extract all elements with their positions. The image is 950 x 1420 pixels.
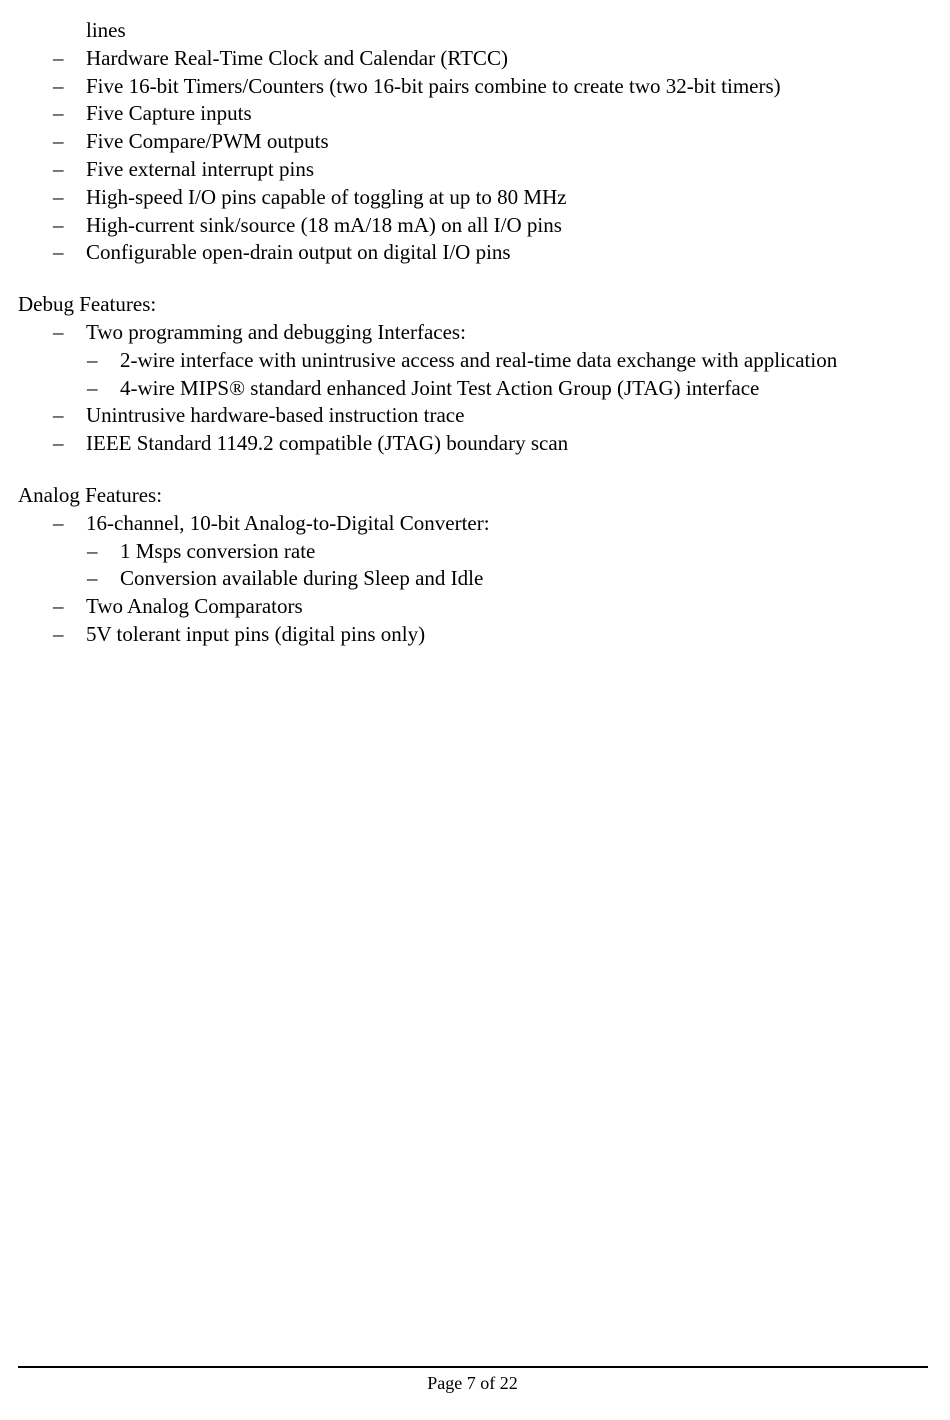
dash-bullet: – <box>53 431 64 456</box>
list-item-text: High-speed I/O pins capable of toggling at up to 80 MHz <box>86 184 567 209</box>
dash-bullet: – <box>53 510 64 535</box>
list-item <box>18 128 928 156</box>
sub-list-item <box>18 538 928 566</box>
dash-bullet: – <box>53 156 64 181</box>
list-item <box>18 156 928 184</box>
dash-bullet: – <box>53 212 64 237</box>
dash-bullet: – <box>53 45 64 70</box>
dash-bullet: – <box>87 538 98 563</box>
list-item <box>18 239 928 267</box>
debug-feature-list <box>18 319 928 458</box>
list-item-text: Five 16-bit Timers/Counters (two 16-bit pairs combine to create two 32-bit timers) <box>86 73 781 98</box>
list-item-text: IEEE Standard 1149.2 compatible (JTAG) boundary scan <box>86 431 569 456</box>
list-item-text: Hardware Real-Time Clock and Calendar (RTCC) <box>86 45 508 70</box>
dash-bullet: – <box>53 184 64 209</box>
dash-bullet: – <box>53 101 64 126</box>
list-item-text: Configurable open-drain output on digital I/O pins <box>86 240 511 265</box>
dash-bullet: – <box>53 403 64 428</box>
sub-list-item <box>18 375 928 403</box>
list-item-text: 16-channel, 10-bit Analog-to-Digital Converter: <box>86 510 490 535</box>
dash-bullet: – <box>87 375 98 400</box>
analog-feature-list <box>18 510 928 649</box>
list-item <box>18 402 928 430</box>
list-item <box>18 184 928 212</box>
list-item <box>18 100 928 128</box>
continuation-text: lines <box>86 18 126 42</box>
io-feature-list <box>18 45 928 267</box>
dash-bullet: – <box>53 129 64 154</box>
list-item <box>18 593 928 621</box>
list-item-text: Unintrusive hardware-based instruction trace <box>86 403 465 428</box>
sub-list-item-text: 1 Msps conversion rate <box>120 538 316 563</box>
debug-features-heading: Debug Features: <box>18 292 157 317</box>
page-number: Page 7 of 22 <box>427 1373 518 1393</box>
list-item-text: Five Compare/PWM outputs <box>86 129 329 154</box>
document-body <box>18 17 928 649</box>
footer-divider <box>18 1366 928 1368</box>
list-item <box>18 621 928 649</box>
list-item-text: Five external interrupt pins <box>86 156 315 181</box>
list-item <box>18 510 928 538</box>
list-item-text: 5V tolerant input pins (digital pins only) <box>86 621 426 646</box>
analog-features-heading: Analog Features: <box>18 482 163 507</box>
dash-bullet: – <box>53 240 64 265</box>
list-item <box>18 319 928 347</box>
list-item-text: Two programming and debugging Interfaces: <box>86 319 466 344</box>
dash-bullet: – <box>87 347 98 372</box>
sub-list-item-text: 4-wire MIPS® standard enhanced Joint Test Action Group (JTAG) interface <box>120 375 760 400</box>
list-item <box>18 73 928 101</box>
list-item-text: High-current sink/source (18 mA/18 mA) on all I/O pins <box>86 212 562 237</box>
list-item-text: Five Capture inputs <box>86 101 252 126</box>
dash-bullet: – <box>87 566 98 591</box>
sub-list-item <box>18 347 928 375</box>
dash-bullet: – <box>53 594 64 619</box>
sub-list-item-text: Conversion available during Sleep and Idle <box>120 566 484 591</box>
dash-bullet: – <box>53 73 64 98</box>
list-item <box>18 212 928 240</box>
dash-bullet: – <box>53 319 64 344</box>
sub-list-item-text: 2-wire interface with unintrusive access and real-time data exchange with application <box>120 347 838 372</box>
dash-bullet: – <box>53 621 64 646</box>
list-item <box>18 430 928 458</box>
list-item-text: Two Analog Comparators <box>86 594 303 619</box>
list-item <box>18 45 928 73</box>
sub-list-item <box>18 565 928 593</box>
